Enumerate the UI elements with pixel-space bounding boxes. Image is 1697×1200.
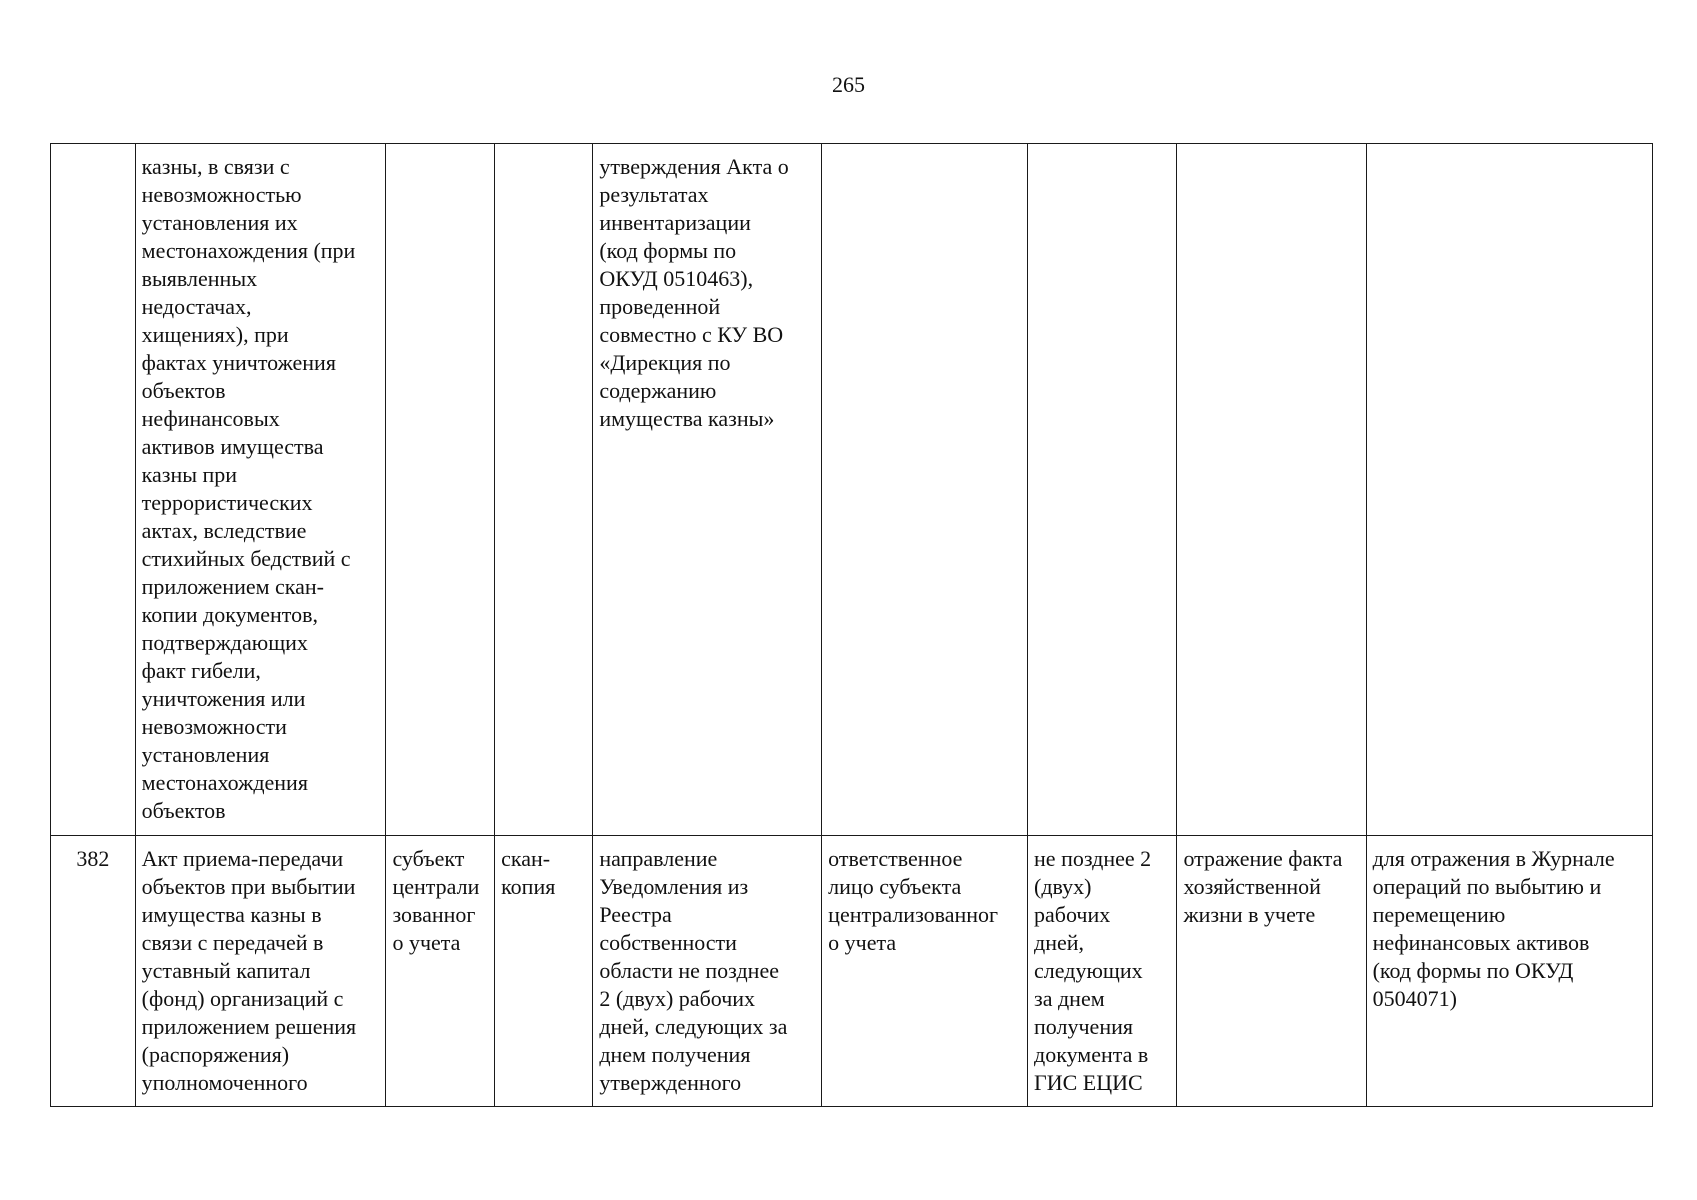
responsible-cell: ответственное лицо субъекта централизованног о учета [822, 836, 1028, 1107]
purpose-cell [1177, 144, 1366, 836]
usage-cell [1366, 144, 1652, 836]
deadline-rule-cell: утверждения Акта о результатах инвентаризации (код формы по ОКУД 0510463), проведенной совместно с КУ ВО «Дирекция по содержанию имущества казны» [593, 144, 822, 836]
term-cell [1028, 144, 1177, 836]
document-name-cell: Акт приема-передачи объектов при выбытии имущества казны в связи с передачей в уставный капитал (фонд) организаций с приложением решения (распоряжения) уполномоченного [135, 836, 386, 1107]
page-number: 265 [832, 72, 865, 97]
purpose-cell: отражение факта хозяйственной жизни в учете [1177, 836, 1366, 1107]
row-number-cell [51, 144, 136, 836]
table-row [51, 144, 1653, 836]
form-cell [495, 144, 593, 836]
deadline-rule-cell: направление Уведомления из Реестра собственности области не позднее 2 (двух) рабочих дней, следующих за днем получения утвержденного [593, 836, 822, 1107]
term-cell: не позднее 2 (двух) рабочих дней, следующих за днем получения документа в ГИС ЕЦИС [1028, 836, 1177, 1107]
responsible-cell [822, 144, 1028, 836]
table-row [51, 836, 1653, 1107]
creator-cell [386, 144, 495, 836]
document-name-cell: казны, в связи с невозможностью установления их местонахождения (при выявленных недостачах, хищениях), при фактах уничтожения объектов нефинансовых активов имущества казны при террористических актах, вследствие стихийных бедствий с приложением скан- копии документов, подтверждающих факт гибели, уничтожения или невозможности установления местонахождения объектов [135, 144, 386, 836]
usage-cell: для отражения в Журнале операций по выбытию и перемещению нефинансовых активов (код формы по ОКУД 0504071) [1366, 836, 1652, 1107]
row-number-cell: 382 [51, 836, 136, 1107]
creator-cell: субъект централи зованног о учета [386, 836, 495, 1107]
document-table [50, 143, 1653, 1107]
form-cell: скан- копия [495, 836, 593, 1107]
